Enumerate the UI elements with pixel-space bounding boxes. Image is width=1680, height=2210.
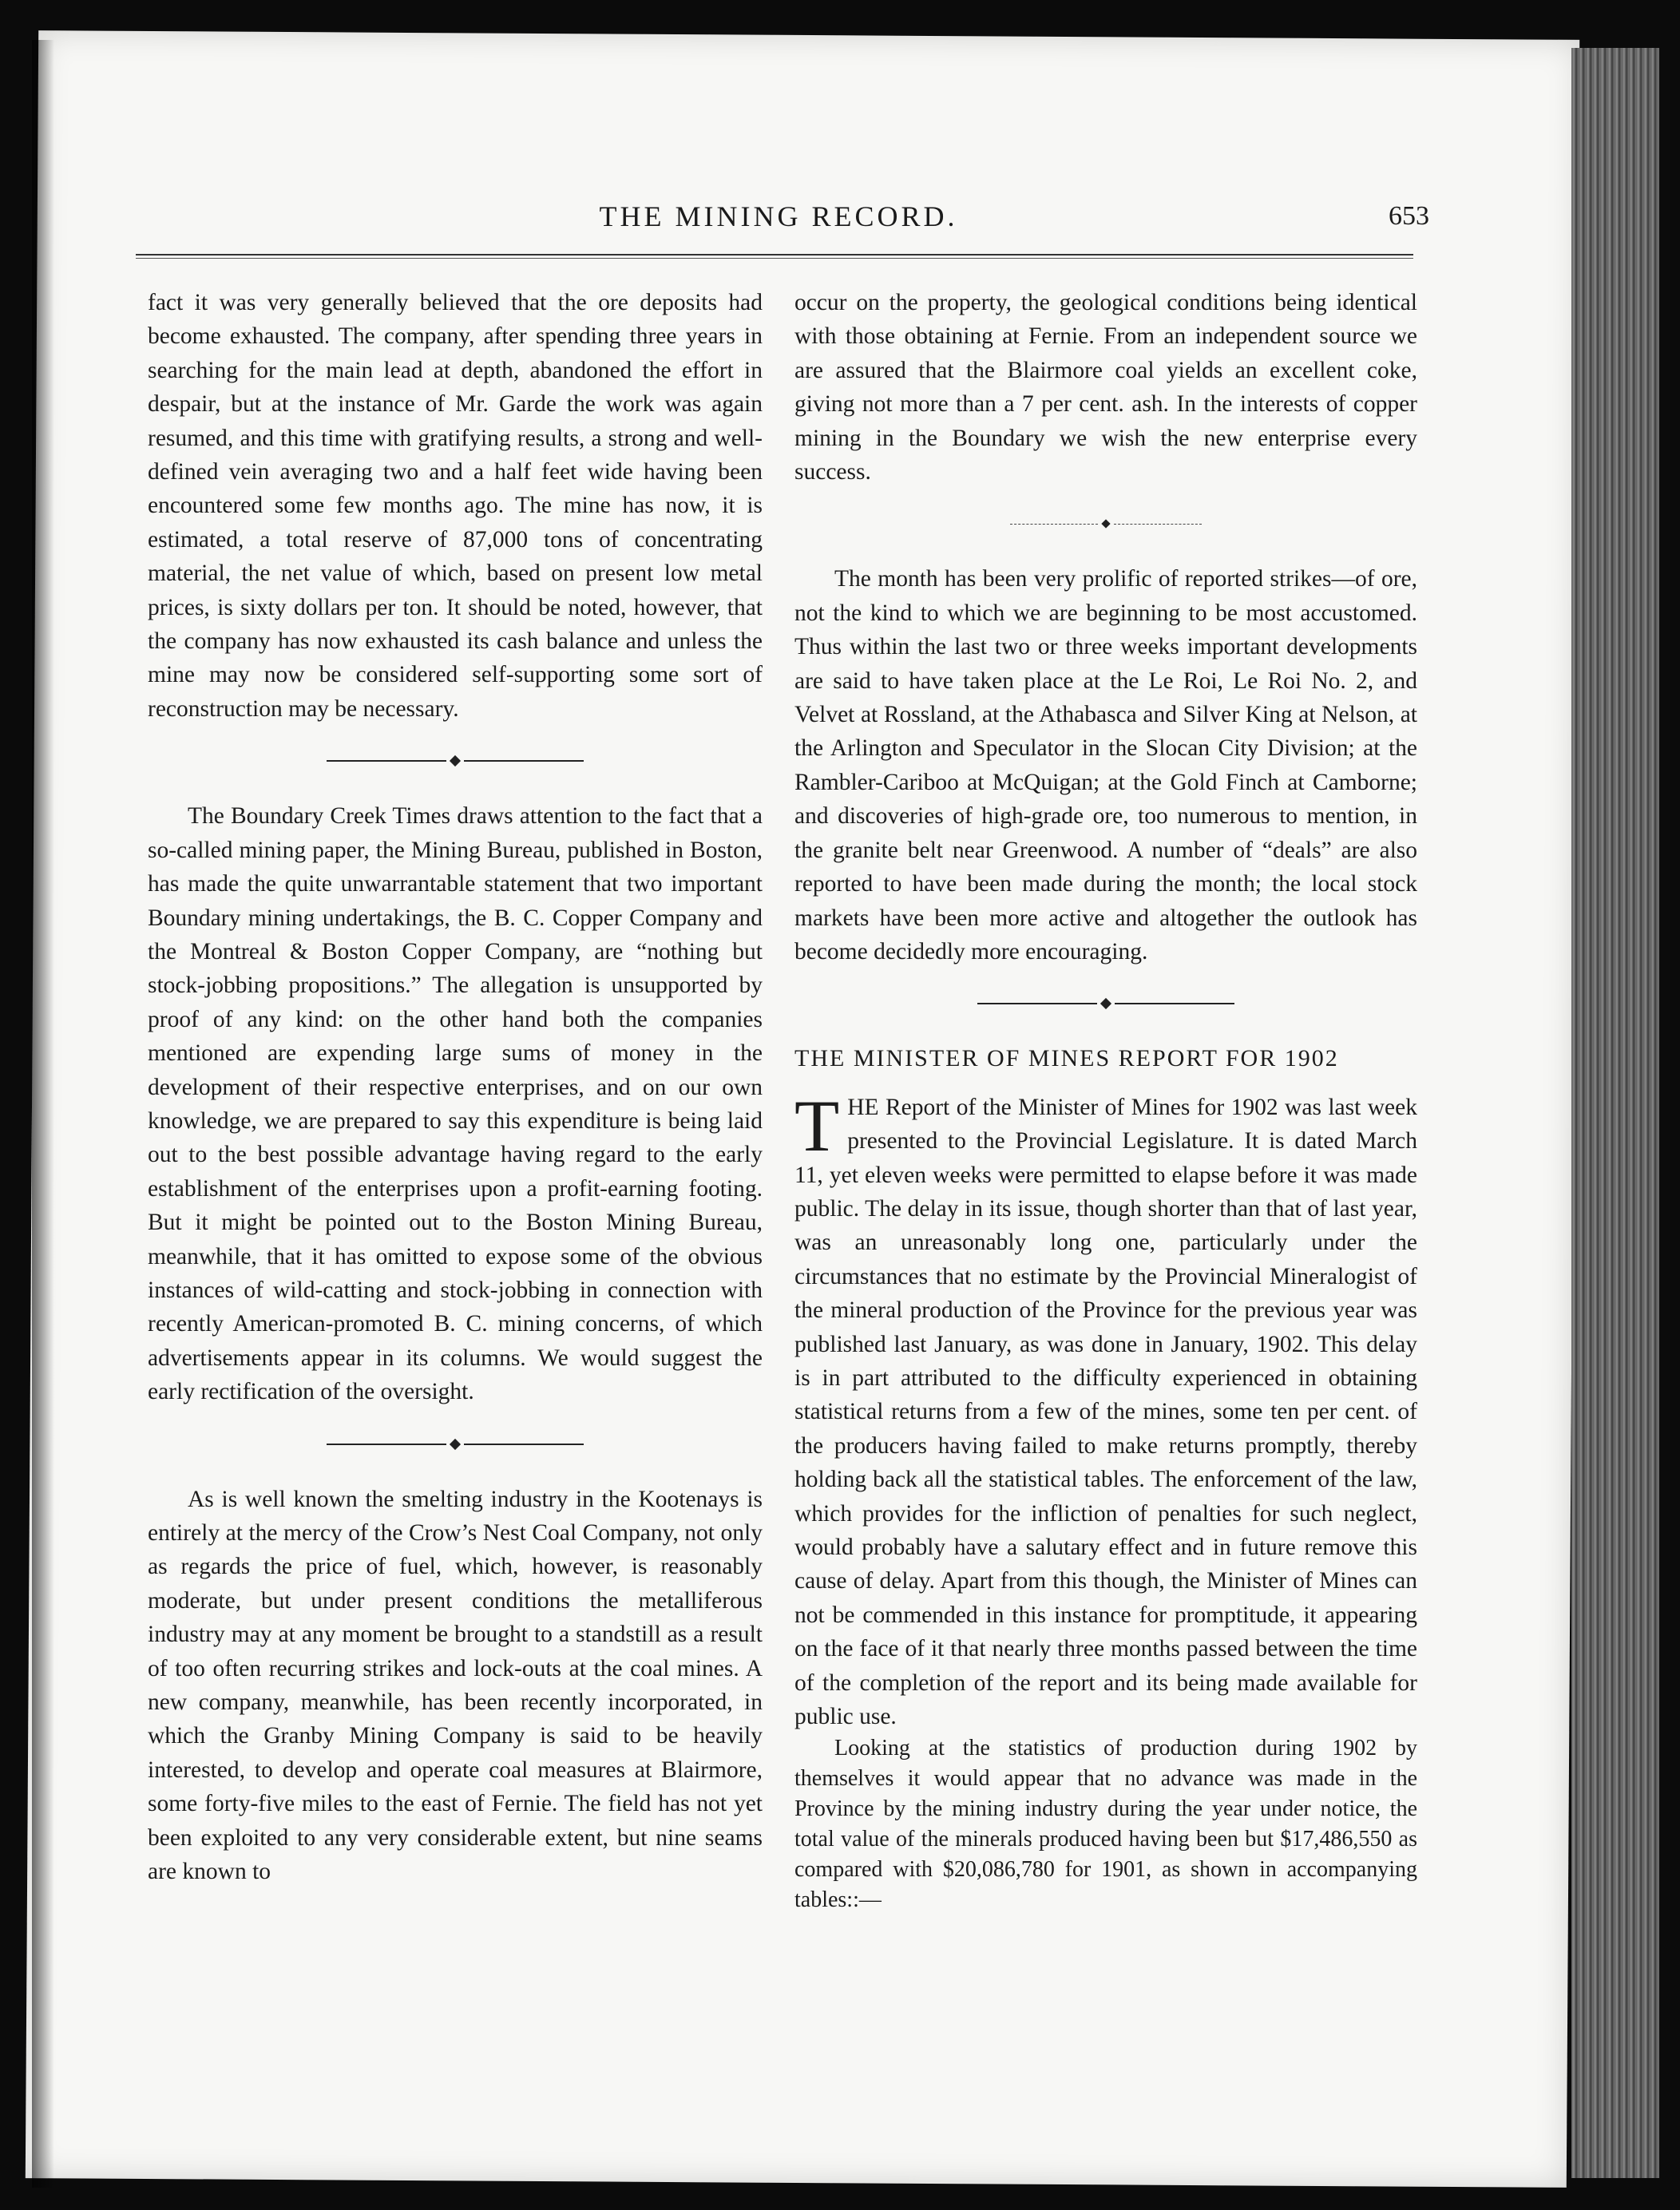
paragraph-production-statistics: Looking at the statistics of production during 1902 by themselves it would appear that no advance was made in the Province by the mining industry during the year under notice, the total value of the minerals produced having been but $17,486,550 as compared with $20,086,780 for 1901, as shown in accompanying tables::— [794,1736,1417,1913]
paragraph-minister-report: THE Report of the Minister of Mines for 1902 was last week presented to the Provincial Legislature. It is dated March 11, yet eleven weeks were permitted to elapse before it was made public. The delay in its issue, though shorter than that of last year, was an unreasonably long one, particularly under the circumstances that no estimate by the Provincial Mineralogist of the mineral production of the Province for the previous year was published last January, as was done in January, 1902. This delay is in part attributed to the difficulty experienced in obtaining statistical returns from a few of the mines, some ten per cent. of the producers having failed to make returns promptly, thereby holding back all the statistical tables. The enforcement of the law, which provides for the infliction of penalties for such neglect, would probably have a salutary effect and in future remove this cause of delay. Apart from this though, the Minister of Mines can not be commended in this instance for promptitude, it appearing on the face of it that nearly three months passed between the time of the completion of the report and its being made available for public use. [794,1084,1417,1730]
paragraph-smelting-industry: As is well known the smelting industry in the Kootenays is entirely at the mercy of the Crow’s Nest Coal Company, not only as regards the price of fuel, which, however, is reasonably moderate, but under present conditions the metalliferous industry may at any moment be brought to a standstill as a result of too often recurring strikes and lock-outs at the coal mines. A new company, meanwhile, has been recently incorporated, in which the Granby Mining Company is said to be heavily interested, to develop and operate coal measures at Blairmore, some forty-five miles to the east of Fernie. The field has not yet been exploited to any very considerable extent, but nine seams are known to [148,1486,763,1885]
paragraph-blairmore-coal: occur on the property, the geological conditions being identical with those obtaining at Fernie. From an independent source we are assured that the Blairmore coal yields an excellent coke, giving not more than a 7 per cent. ash. In the interests of copper mining in the Boundary we wish the new enterprise every success. [794,290,1417,485]
section-divider [148,1436,763,1452]
divider-line [327,760,446,762]
spine-shadow [32,40,54,2188]
paragraph-ore-deposits: fact it was very generally believed that the ore deposits had become exhausted. The company, after spending three years in searching for the main lead at depth, abandoned the effort in despair, but at the instance of Mr. Garde the work was again resumed, and this time with gratifying results, a strong and well-defined vein averaging two and a half feet wide having been encountered some few months ago. The mine has now, it is estimated, a total reserve of 87,000 tons of concentrating material, the net value of which, based on present low metal prices, is sixty dollars per ton. It should be noted, however, that the company has now exhausted its cash balance and unless the mine may now be considered self-supporting some sort of reconstruction may be necessary. [148,290,763,722]
divider-line [977,1003,1097,1004]
header-rule [136,254,1413,259]
divider-diamond-icon [450,1439,461,1450]
divider-diamond-icon [1100,998,1111,1009]
right-column [794,286,1417,1915]
divider-diamond-icon [450,755,461,766]
running-header [136,200,1429,248]
divider-line [1114,524,1202,525]
left-column [148,286,763,1888]
paragraph-boundary-creek-times: The Boundary Creek Times draws attention to the fact that a so-called mining paper, the Mining Bureau, published in Boston, has made the quite unwarrantable statement that two important Boundary mining undertakings, the B. C. Copper Company and the Montreal & Boston Copper Company, are “nothing but stock-jobbing propositions.” The allegation is unsupported by proof of any kind: on the other hand both the companies mentioned are expending large sums of money in the development of their respective enterprises, and on our own knowledge, we are prepared to say this expenditure is being laid out to the best possible advantage having regard to the early establishment of the enterprises upon a profit-earning footing. But it might be pointed out to the Boston Mining Bureau, meanwhile, that it has omitted to expose some of the obvious instances of wild-catting and stock-jobbing in connection with recently American-promoted B. C. mining concerns, of which advertisements appear in its columns. We would suggest the early rectification of the oversight. [148,803,763,1405]
page-number: 653 [1389,201,1429,231]
running-title: THE MINING RECORD. [599,200,958,232]
divider-line [1010,524,1098,525]
paragraph-reported-strikes: The month has been very prolific of reported strikes—of ore, not the kind to which we are beginning to be most accustomed. Thus within the last two or three weeks important developments are said to have taken place at the Le Roi, Le Roi No. 2, and Velvet at Rossland, at the Athabasca and Silver King at Nelson, at the Arlington and Speculator in the Slocan City Division; at the Rambler-Cariboo at McQuigan; at the Gold Finch at Camborne; and discoveries of high-grade ore, too numerous to mention, in the granite belt near Greenwood. A number of “deals” are also reported to have been made during the month; the local stock markets have been more active and altogether the outlook has become decidedly more encouraging. [794,566,1417,964]
section-divider [794,996,1417,1012]
section-heading: THE MINISTER OF MINES REPORT FOR 1902 [794,1045,1339,1072]
divider-line [464,760,584,762]
divider-line [464,1444,584,1445]
divider-diamond-icon [1101,520,1110,529]
page-stack-edge [1571,48,1659,2178]
divider-line [327,1444,446,1445]
divider-line [1115,1003,1234,1004]
section-divider [148,753,763,769]
section-divider [794,516,1417,532]
